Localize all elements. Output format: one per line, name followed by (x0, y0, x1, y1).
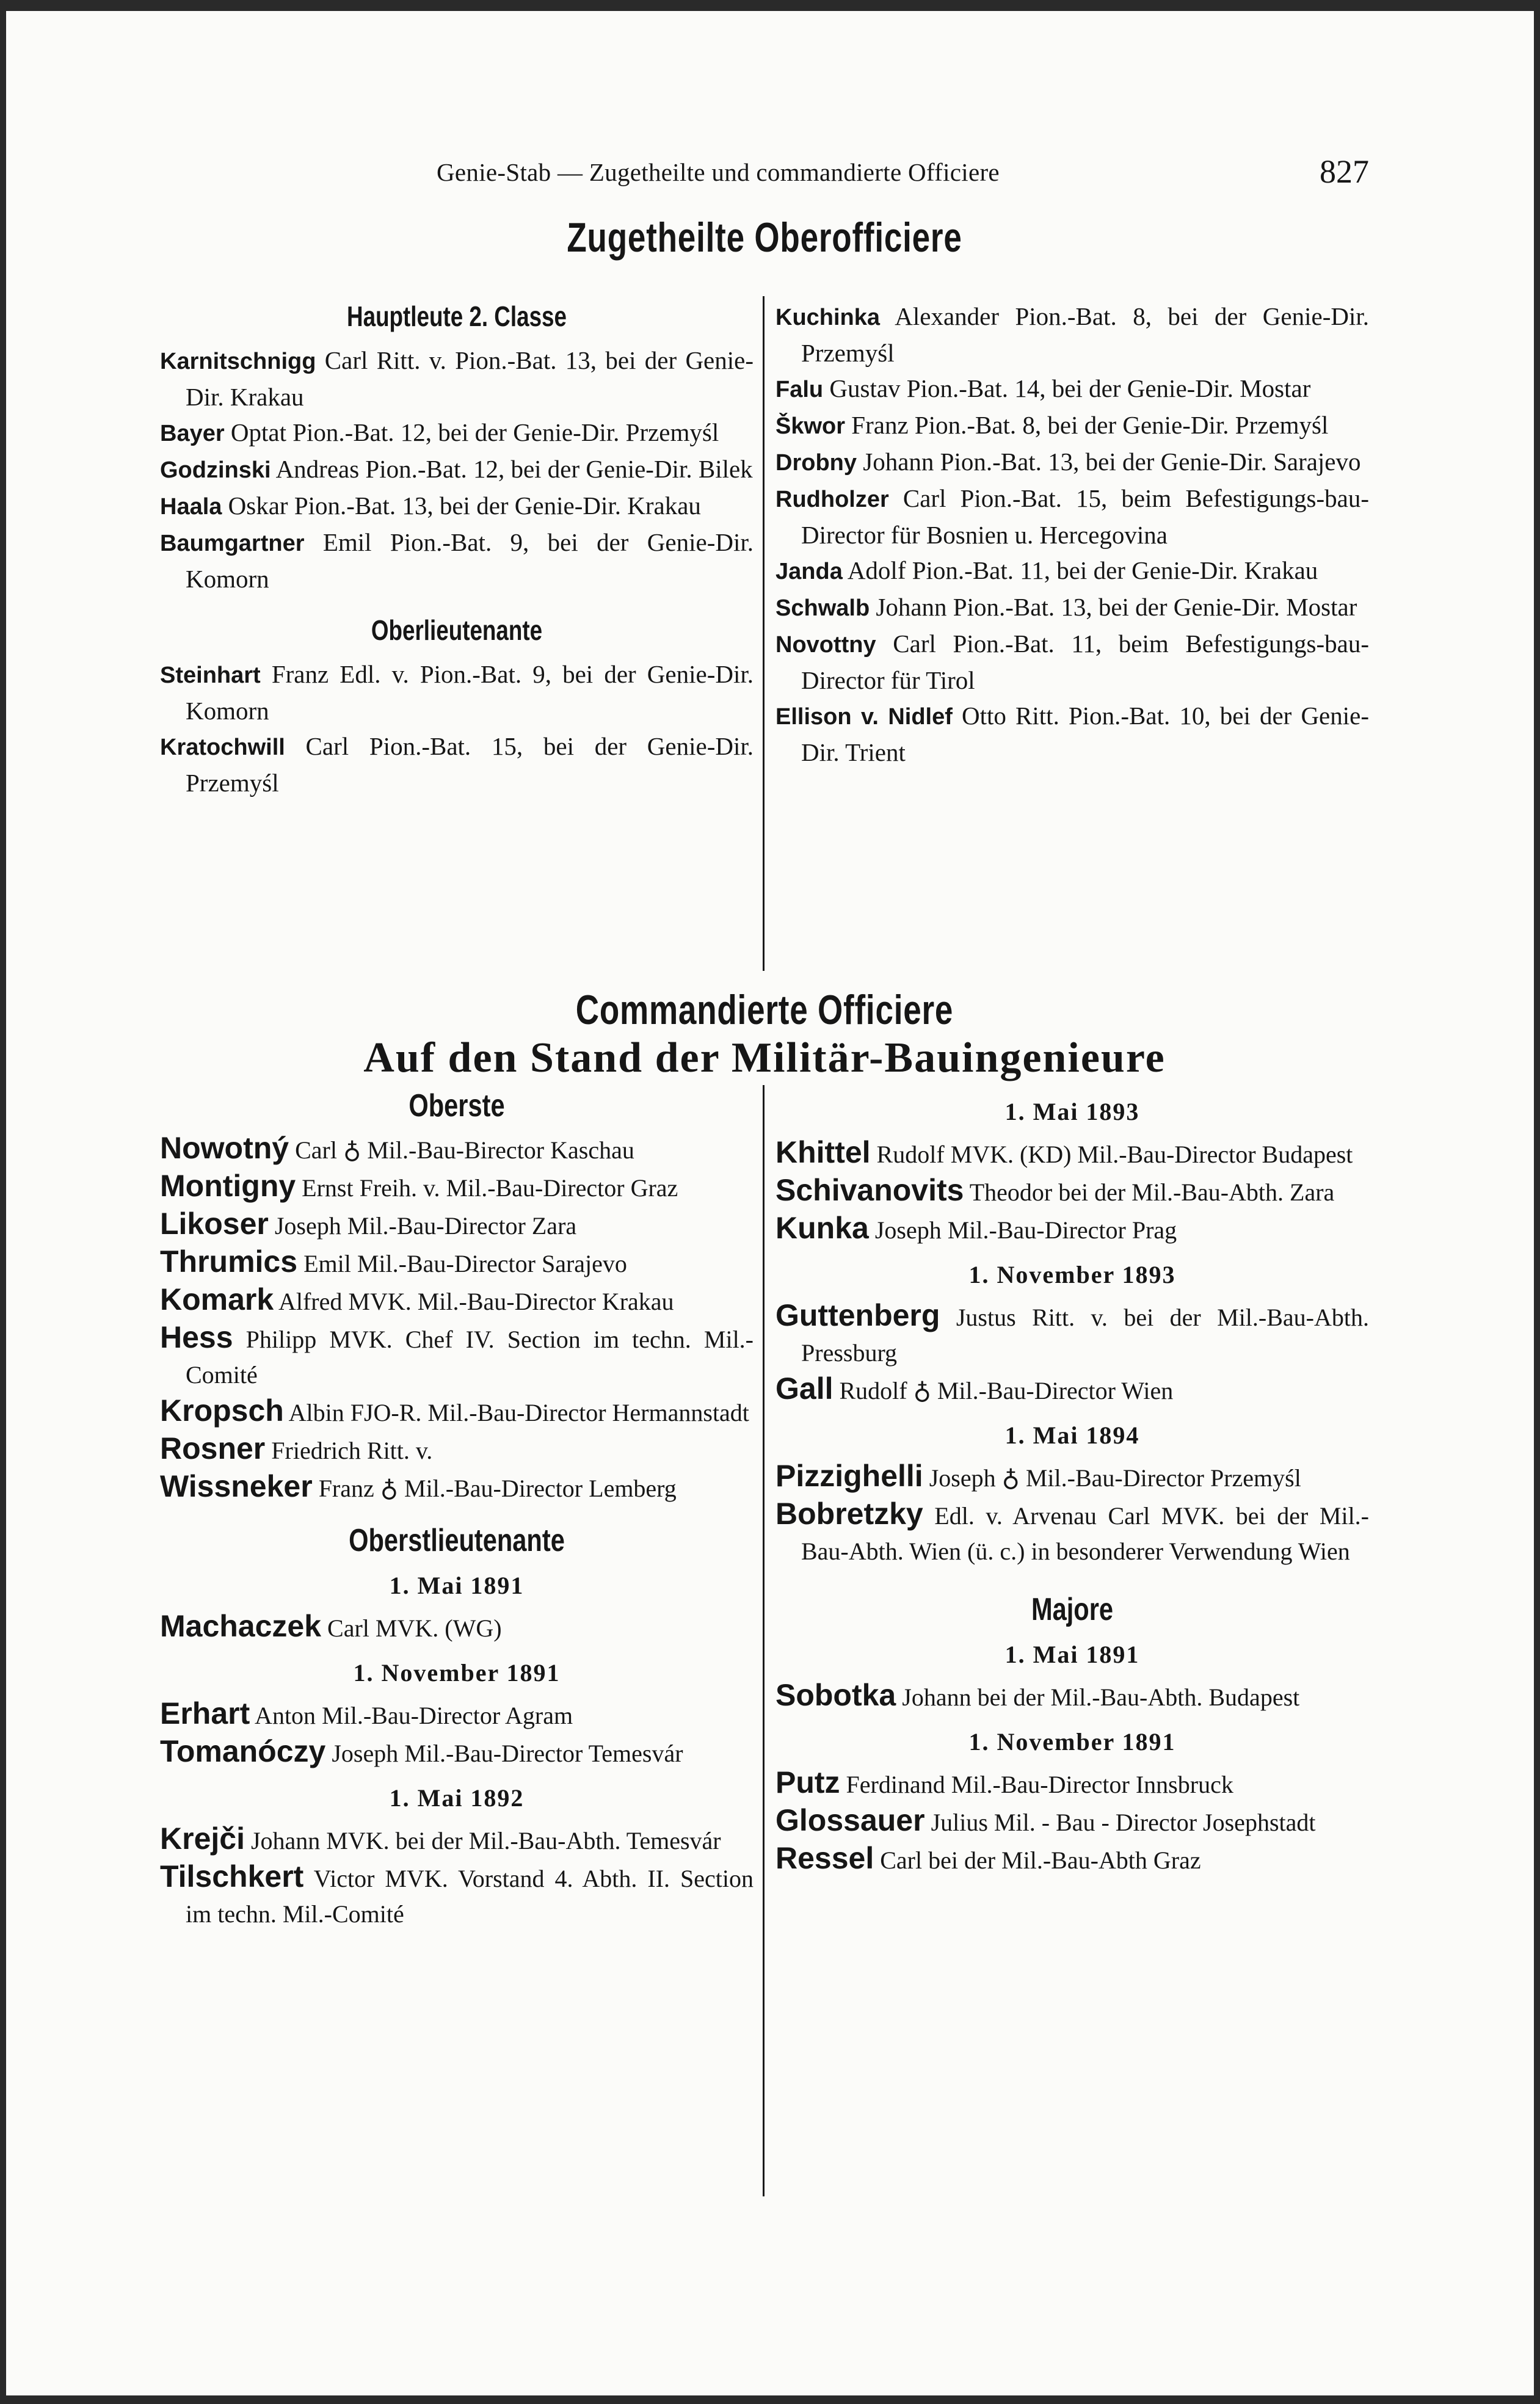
officer-name: Krejči (160, 1821, 245, 1856)
officer-details: Franz Edl. v. Pion.-Bat. 9, bei der Genie-Dir. Komorn (186, 660, 754, 725)
section-title-zugetheilte: Zugetheilte Oberofficiere (567, 214, 962, 261)
officer-details: Johann MVK. bei der Mil.-Bau-Abth. Temesvár (244, 1827, 721, 1854)
officer-entry (160, 1320, 754, 1393)
officer-details: Ernst Freih. v. Mil.-Bau-Director Graz (296, 1174, 678, 1202)
officer-entry (775, 444, 1369, 481)
oberste-list (160, 1130, 754, 1506)
column-divider (763, 296, 765, 971)
officer-name: Likoser (160, 1207, 269, 1241)
officer-name: Novottny (775, 632, 876, 658)
section-subtitle: Auf den Stand der Militär-Bauingenieure (363, 1034, 1166, 1081)
officer-details: Julius Mil. - Bau - Director Josephstadt (924, 1809, 1316, 1836)
officer-details: Rudolf ♁ Mil.-Bau-Director Wien (833, 1377, 1174, 1404)
officer-entry (775, 626, 1369, 698)
promotion-date: 1. November 1891 (353, 1659, 561, 1687)
running-head-title: Genie-Stab — Zugetheilte und commandierte Officiere (437, 158, 1000, 186)
section2-right-column (765, 1085, 1369, 1932)
officer-details: Edl. v. Arvenau Carl MVK. bei der Mil.-Bau-Abth. Wien (ü. c.) in besonderer Verwendung Wien (801, 1502, 1369, 1565)
page-number: 827 (1320, 153, 1369, 190)
officer-details: Carl Pion.-Bat. 11, beim Befestigungs-bau-Director für Tirol (801, 630, 1369, 694)
officer-entry (775, 481, 1369, 553)
officer-name: Rudholzer (775, 487, 889, 512)
officer-entry (775, 1496, 1369, 1569)
officer-name: Tilschkert (160, 1859, 304, 1894)
officer-name: Machaczek (160, 1609, 322, 1643)
oberlieutenants-list (160, 656, 754, 801)
promotion-date: 1. Mai 1892 (389, 1784, 525, 1812)
officer-name: Bobretzky (775, 1497, 923, 1531)
officer-name: Godzinski (160, 457, 271, 483)
officer-name: Kropsch (160, 1393, 284, 1428)
officer-name: Haala (160, 494, 222, 520)
heading-hauptleute: Hauptleute 2. Classe (347, 300, 567, 332)
officer-details: Carl Pion.-Bat. 15, bei der Genie-Dir. Przemyśl (186, 732, 754, 797)
officer-name: Rosner (160, 1431, 266, 1465)
officer-entry (775, 299, 1369, 371)
officer-entry (160, 1821, 754, 1859)
officer-entry (775, 698, 1369, 770)
right-date-groups (775, 1097, 1369, 1569)
oberstlieutenante-groups (160, 1571, 754, 1932)
officer-entry (775, 1458, 1369, 1496)
heading-majore: Majore (1031, 1592, 1114, 1627)
section1-columns (160, 296, 1369, 974)
officer-entry (160, 1130, 754, 1168)
officer-name: Wissneker (160, 1469, 313, 1503)
officer-name: Hess (160, 1320, 233, 1354)
officer-details: Philipp MVK. Chef IV. Section im techn. Mil.-Comité (186, 1326, 754, 1389)
officer-details: Justus Ritt. v. bei der Mil.-Bau-Abth. Pressburg (801, 1304, 1369, 1367)
officer-details: Optat Pion.-Bat. 12, bei der Genie-Dir. Przemyśl (224, 418, 719, 446)
officer-name: Škwor (775, 413, 846, 439)
officer-entry (775, 371, 1369, 407)
officer-details: Oskar Pion.-Bat. 13, bei der Genie-Dir. Krakau (222, 492, 701, 520)
section1-left-column (160, 296, 765, 974)
page-content (160, 147, 1369, 1932)
officer-entry (775, 1172, 1369, 1210)
officer-name: Steinhart (160, 663, 261, 688)
officer-entry (775, 589, 1369, 626)
officer-name: Nowotný (160, 1131, 289, 1165)
officer-name: Komark (160, 1282, 274, 1316)
officer-name: Schwalb (775, 595, 870, 621)
officer-name: Thrumics (160, 1244, 298, 1279)
officer-entry (160, 451, 754, 488)
officer-details: Adolf Pion.-Bat. 11, bei der Genie-Dir. Krakau (842, 556, 1318, 584)
officer-entry (775, 553, 1369, 589)
officer-name: Kuchinka (775, 305, 881, 330)
officer-name: Putz (775, 1765, 840, 1799)
officer-details: Ferdinand Mil.-Bau-Director Innsbruck (840, 1771, 1233, 1798)
officer-name: Janda (775, 559, 843, 584)
officer-entry (775, 1371, 1369, 1409)
officer-name: Sobotka (775, 1678, 896, 1712)
promotion-date: 1. Mai 1891 (389, 1572, 525, 1599)
officer-entry (160, 1431, 754, 1469)
heading-oberlieutenants: Oberlieutenante (371, 614, 543, 646)
officer-name: Pizzighelli (775, 1459, 923, 1493)
officer-name: Falu (775, 377, 824, 402)
officer-name: Kunka (775, 1211, 869, 1245)
officer-name: Gall (775, 1371, 834, 1406)
officer-entry (160, 1244, 754, 1282)
section2-left-column (160, 1085, 765, 1932)
officer-entry (160, 1206, 754, 1244)
officer-entry (160, 415, 754, 451)
officer-name: Kratochwill (160, 735, 285, 760)
officer-details: Johann Pion.-Bat. 13, bei der Genie-Dir. Mostar (870, 593, 1357, 621)
officer-entry (160, 1859, 754, 1932)
officer-details: Joseph ♁ Mil.-Bau-Director Przemyśl (923, 1464, 1301, 1492)
promotion-date: 1. November 1891 (968, 1728, 1176, 1756)
promotion-date: 1. November 1893 (968, 1261, 1176, 1288)
officer-name: Drobny (775, 450, 857, 476)
officer-name: Ellison v. Nidlef (775, 704, 953, 730)
officer-name: Bayer (160, 421, 225, 446)
officer-entry (775, 1803, 1369, 1840)
officer-details: Victor MVK. Vorstand 4. Abth. II. Section im techn. Mil.-Comité (186, 1865, 754, 1928)
officer-entry (160, 1282, 754, 1320)
majore-groups (775, 1640, 1369, 1878)
officer-name: Schivanovits (775, 1173, 964, 1207)
officer-name: Tomanóczy (160, 1734, 326, 1768)
officer-details: Alexander Pion.-Bat. 8, bei der Genie-Dir. Przemyśl (801, 302, 1369, 367)
officer-details: Carl bei der Mil.-Bau-Abth Graz (874, 1847, 1201, 1874)
officer-name: Montigny (160, 1169, 296, 1203)
officer-entry (775, 1677, 1369, 1715)
officer-entry (160, 525, 754, 597)
promotion-date: 1. Mai 1891 (1004, 1641, 1140, 1668)
officer-entry (775, 1765, 1369, 1803)
officer-entry (160, 728, 754, 801)
officer-details: Alfred MVK. Mil.-Bau-Director Krakau (274, 1288, 674, 1315)
officer-details: Albin FJO-R. Mil.-Bau-Director Hermannstadt (283, 1399, 749, 1426)
officer-details: Emil Pion.-Bat. 9, bei der Genie-Dir. Komorn (186, 528, 754, 593)
officer-name: Ressel (775, 1841, 874, 1875)
officer-entry (160, 1696, 754, 1734)
officer-details: Gustav Pion.-Bat. 14, bei der Genie-Dir. Mostar (823, 374, 1311, 402)
officer-entry (160, 1734, 754, 1771)
officer-details: Johann Pion.-Bat. 13, bei der Genie-Dir. Sarajevo (857, 448, 1361, 476)
officer-entry (775, 1298, 1369, 1371)
officer-details: Joseph Mil.-Bau-Director Zara (268, 1212, 577, 1240)
officer-entry (775, 407, 1369, 444)
officer-details: Rudolf MVK. (KD) Mil.-Bau-Director Budapest (870, 1141, 1353, 1168)
heading-oberste: Oberste (409, 1088, 505, 1124)
officer-name: Baumgartner (160, 531, 305, 556)
officer-name: Karnitschnigg (160, 349, 316, 374)
section-title-commandierte: Commandierte Officiere (575, 987, 954, 1033)
section2-columns (160, 1085, 1369, 1932)
officer-name: Glossauer (775, 1803, 925, 1837)
section1-right-column (765, 296, 1369, 974)
officer-name: Guttenberg (775, 1298, 940, 1332)
promotion-date: 1. Mai 1894 (1004, 1422, 1140, 1449)
officer-details: Johann bei der Mil.-Bau-Abth. Budapest (896, 1683, 1300, 1711)
officer-entry (160, 1608, 754, 1646)
officer-details: Otto Ritt. Pion.-Bat. 10, bei der Genie-Dir. Trient (801, 702, 1369, 766)
officer-details: Theodor bei der Mil.-Bau-Abth. Zara (964, 1178, 1335, 1206)
officer-entry (160, 656, 754, 728)
promotion-date: 1. Mai 1893 (1004, 1098, 1140, 1125)
column-divider-2 (763, 1085, 765, 2196)
heading-oberstlieutenante: Oberstlieutenante (349, 1523, 565, 1558)
officer-details: Joseph Mil.-Bau-Director Prag (868, 1216, 1177, 1244)
officer-entry (775, 1840, 1369, 1878)
officer-entry (775, 1210, 1369, 1248)
officer-entry (775, 1135, 1369, 1172)
officer-name: Erhart (160, 1696, 250, 1730)
officer-details: Franz ♁ Mil.-Bau-Director Lemberg (312, 1475, 677, 1502)
officer-name: Khittel (775, 1135, 871, 1169)
officer-details: Franz Pion.-Bat. 8, bei der Genie-Dir. Przemyśl (845, 411, 1329, 439)
officer-details: Carl ♁ Mil.-Bau-Birector Kaschau (289, 1136, 634, 1164)
officer-entry (160, 1393, 754, 1431)
officer-entry (160, 1469, 754, 1506)
officer-details: Carl Ritt. v. Pion.-Bat. 13, bei der Genie-Dir. Krakau (186, 346, 754, 411)
officer-details: Carl MVK. (WG) (321, 1614, 502, 1642)
officer-entry (160, 488, 754, 525)
officer-details: Anton Mil.-Bau-Director Agram (250, 1702, 573, 1729)
officer-details: Friedrich Ritt. v. (265, 1437, 433, 1464)
officer-entry (160, 1168, 754, 1206)
officer-entry (160, 343, 754, 415)
right-officer-list (775, 296, 1369, 770)
officer-details: Joseph Mil.-Bau-Director Temesvár (325, 1740, 683, 1767)
officer-details: Emil Mil.-Bau-Director Sarajevo (297, 1250, 627, 1277)
hauptleute-list (160, 343, 754, 597)
officer-details: Carl Pion.-Bat. 15, beim Befestigungs-bau-Director für Bosnien u. Hercegovina (801, 484, 1369, 549)
officer-details: Andreas Pion.-Bat. 12, bei der Genie-Dir. Bilek (271, 455, 753, 483)
